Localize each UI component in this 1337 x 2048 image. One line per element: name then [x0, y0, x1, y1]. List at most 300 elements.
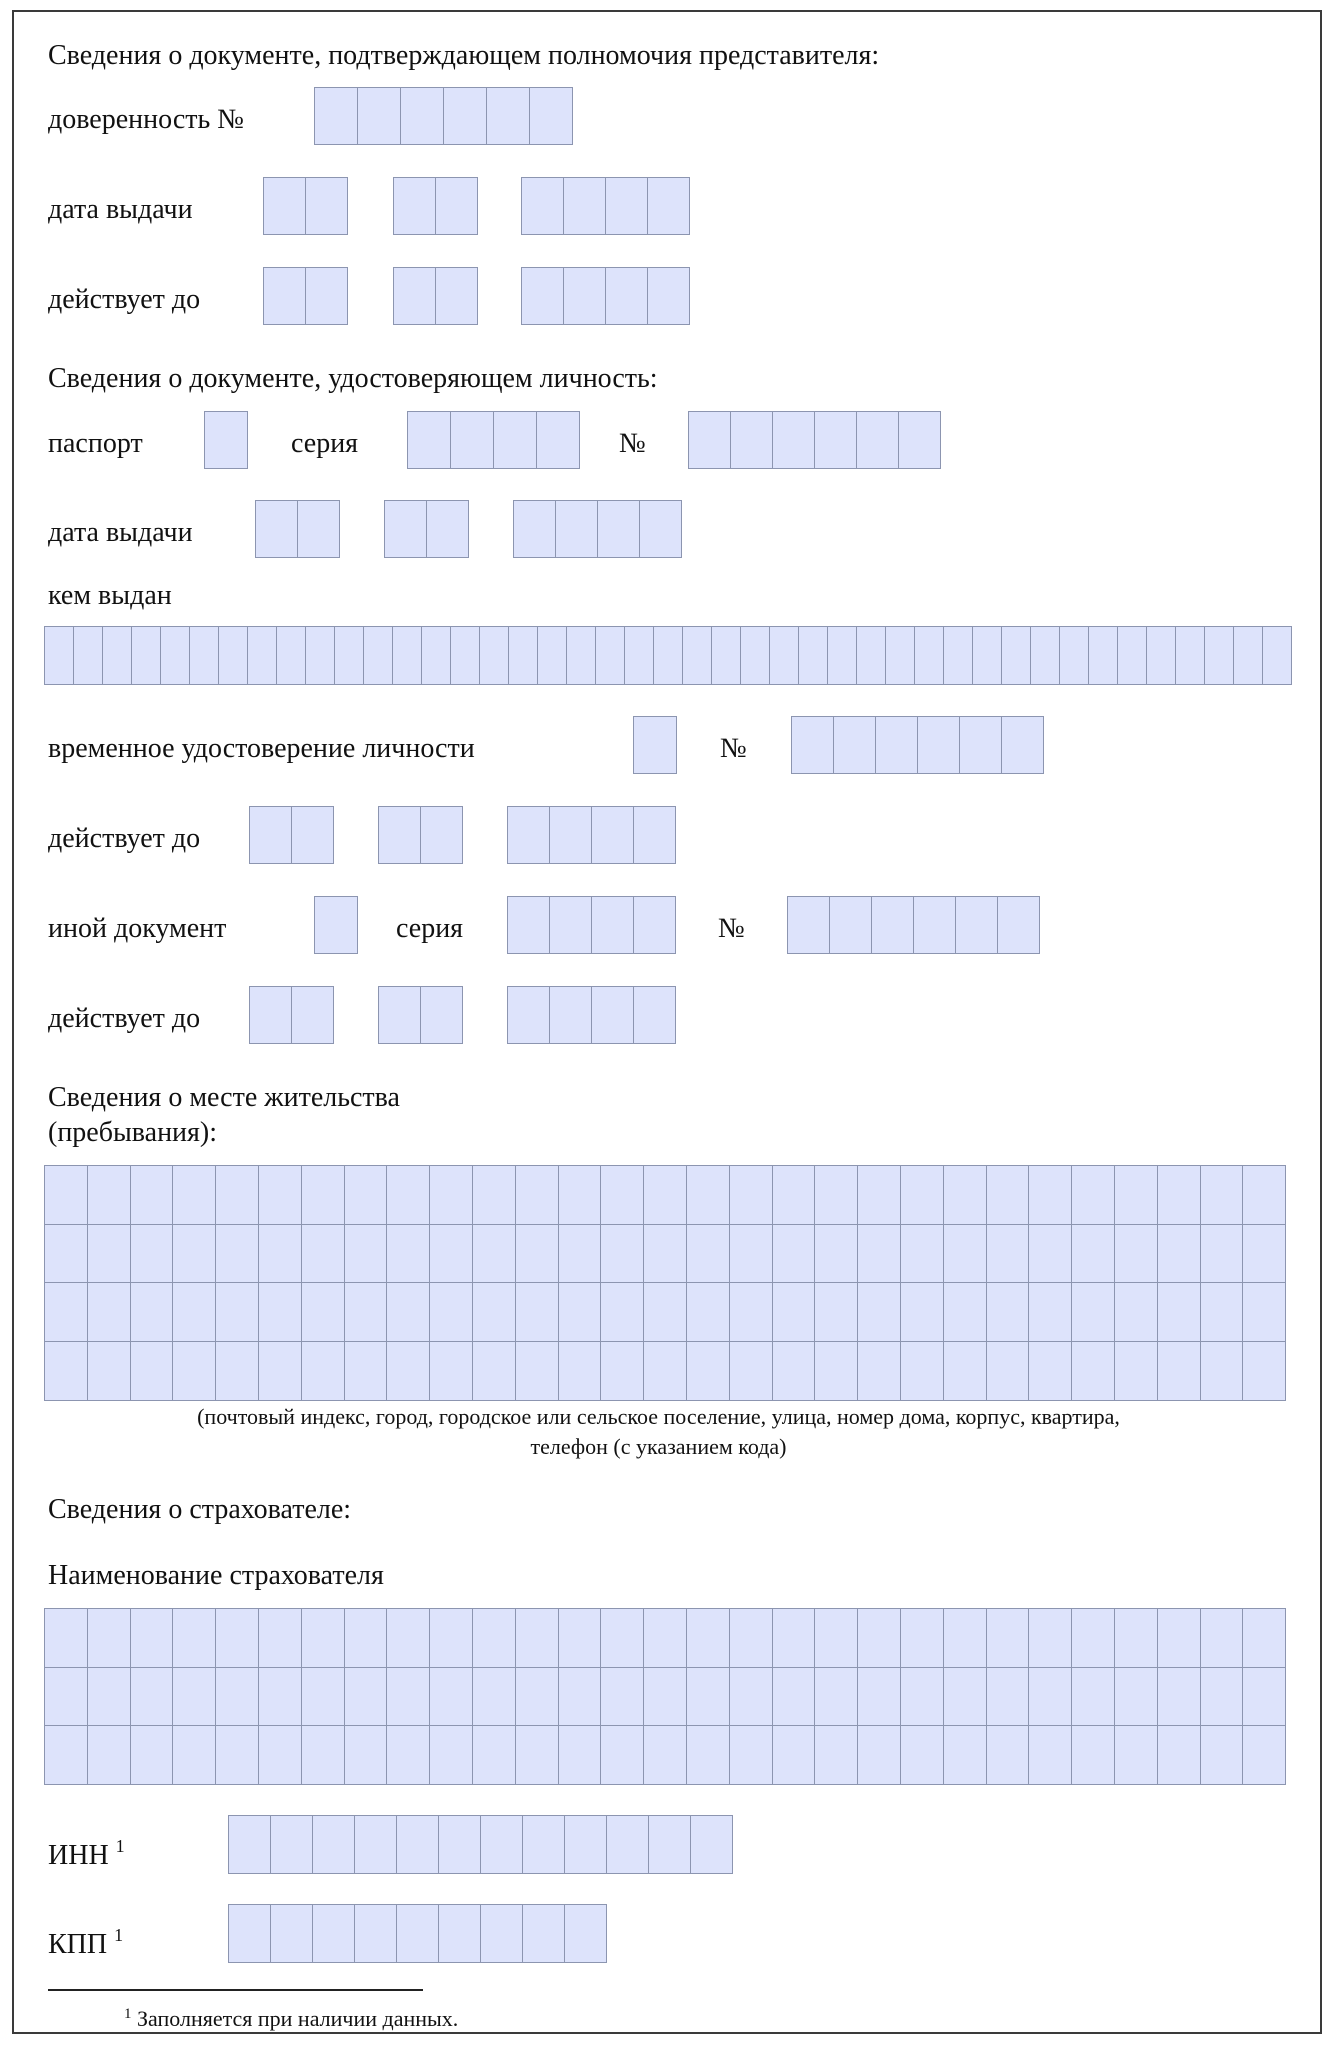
inn-cell[interactable]	[606, 1815, 649, 1874]
residence-address-cell[interactable]	[1242, 1341, 1286, 1401]
residence-address-cell[interactable]	[1242, 1165, 1286, 1225]
insurer-name-cell[interactable]	[900, 1608, 944, 1668]
insurer-name-cell[interactable]	[1114, 1608, 1158, 1668]
issued-by-cell[interactable]	[885, 626, 915, 685]
poa-issue-month-cell[interactable]	[393, 177, 436, 235]
residence-address-cell[interactable]	[814, 1341, 858, 1401]
temp-id-valid-month-cell[interactable]	[378, 806, 421, 864]
insurer-name-cell[interactable]	[1200, 1667, 1244, 1727]
residence-address-cell[interactable]	[172, 1341, 216, 1401]
kpp-cell[interactable]	[354, 1904, 397, 1963]
residence-address-cell[interactable]	[1200, 1224, 1244, 1284]
other-doc-valid-year-cell[interactable]	[633, 986, 676, 1044]
poa-issue-year-field[interactable]	[521, 177, 690, 235]
kpp-cell[interactable]	[396, 1904, 439, 1963]
poa-number-field[interactable]	[314, 87, 573, 145]
insurer-name-cell[interactable]	[44, 1725, 88, 1785]
residence-address-cell[interactable]	[986, 1282, 1030, 1342]
insurer-name-cell[interactable]	[87, 1667, 131, 1727]
insurer-name-cell[interactable]	[172, 1667, 216, 1727]
residence-address-cell[interactable]	[172, 1282, 216, 1342]
residence-address-cell[interactable]	[386, 1282, 430, 1342]
residence-address-cell[interactable]	[686, 1341, 730, 1401]
issued-by-cell[interactable]	[595, 626, 625, 685]
residence-address-cell[interactable]	[1114, 1282, 1158, 1342]
issued-by-cell[interactable]	[566, 626, 596, 685]
other-doc-number-cell[interactable]	[787, 896, 830, 954]
temp-id-number-cell[interactable]	[875, 716, 918, 774]
residence-address-cell[interactable]	[1071, 1282, 1115, 1342]
poa-issue-year-cell[interactable]	[563, 177, 606, 235]
insurer-name-cell[interactable]	[301, 1667, 345, 1727]
temp-id-number-cell[interactable]	[1001, 716, 1044, 774]
issued-by-cell[interactable]	[740, 626, 770, 685]
poa-valid-year-field[interactable]	[521, 267, 690, 325]
issued-by-cell[interactable]	[943, 626, 973, 685]
residence-address-cell[interactable]	[301, 1165, 345, 1225]
poa-issue-day-cell[interactable]	[305, 177, 348, 235]
other-doc-number-cell[interactable]	[913, 896, 956, 954]
residence-address-cell[interactable]	[600, 1341, 644, 1401]
residence-address-cell[interactable]	[729, 1224, 773, 1284]
residence-address-cell[interactable]	[772, 1224, 816, 1284]
residence-address-cell[interactable]	[215, 1341, 259, 1401]
residence-address-cell[interactable]	[814, 1165, 858, 1225]
kpp-field[interactable]	[228, 1904, 607, 1963]
residence-address-cell[interactable]	[258, 1282, 302, 1342]
insurer-name-field[interactable]	[44, 1608, 1285, 1784]
temp-id-valid-year-cell[interactable]	[633, 806, 676, 864]
insurer-name-cell[interactable]	[1157, 1608, 1201, 1668]
residence-address-cell[interactable]	[558, 1165, 602, 1225]
poa-valid-year-cell[interactable]	[563, 267, 606, 325]
residence-address-cell[interactable]	[857, 1341, 901, 1401]
poa-valid-month-cell[interactable]	[435, 267, 478, 325]
residence-address-cell[interactable]	[344, 1224, 388, 1284]
insurer-name-cell[interactable]	[44, 1667, 88, 1727]
insurer-name-cell[interactable]	[215, 1667, 259, 1727]
insurer-name-cell[interactable]	[1028, 1667, 1072, 1727]
residence-address-cell[interactable]	[643, 1224, 687, 1284]
insurer-name-cell[interactable]	[643, 1725, 687, 1785]
poa-issue-day-field[interactable]	[263, 177, 348, 235]
insurer-name-cell[interactable]	[1157, 1667, 1201, 1727]
passport-issue-month-field[interactable]	[384, 500, 469, 558]
temp-id-valid-day-cell[interactable]	[291, 806, 334, 864]
kpp-cell[interactable]	[270, 1904, 313, 1963]
inn-cell[interactable]	[228, 1815, 271, 1874]
issued-by-cell[interactable]	[682, 626, 712, 685]
insurer-name-cell[interactable]	[172, 1608, 216, 1668]
residence-address-cell[interactable]	[44, 1341, 88, 1401]
insurer-name-cell[interactable]	[643, 1608, 687, 1668]
issued-by-cell[interactable]	[1233, 626, 1263, 685]
other-doc-series-cell[interactable]	[591, 896, 634, 954]
poa-number-cell[interactable]	[357, 87, 401, 145]
residence-address-cell[interactable]	[215, 1224, 259, 1284]
insurer-name-cell[interactable]	[986, 1608, 1030, 1668]
residence-address-cell[interactable]	[900, 1224, 944, 1284]
insurer-name-cell[interactable]	[172, 1725, 216, 1785]
temp-id-valid-day-cell[interactable]	[249, 806, 292, 864]
inn-cell[interactable]	[522, 1815, 565, 1874]
passport-series-cell[interactable]	[493, 411, 537, 469]
residence-address-cell[interactable]	[814, 1282, 858, 1342]
poa-valid-month-field[interactable]	[393, 267, 478, 325]
issued-by-cell[interactable]	[305, 626, 335, 685]
residence-address-cell[interactable]	[1071, 1165, 1115, 1225]
temp-id-valid-year-cell[interactable]	[591, 806, 634, 864]
insurer-name-cell[interactable]	[558, 1667, 602, 1727]
other-doc-number-cell[interactable]	[829, 896, 872, 954]
residence-address-cell[interactable]	[429, 1282, 473, 1342]
insurer-name-cell[interactable]	[1157, 1725, 1201, 1785]
insurer-name-cell[interactable]	[814, 1608, 858, 1668]
insurer-name-cell[interactable]	[686, 1725, 730, 1785]
insurer-name-cell[interactable]	[1242, 1667, 1286, 1727]
kpp-cell[interactable]	[312, 1904, 355, 1963]
passport-issue-year-cell[interactable]	[597, 500, 640, 558]
issued-by-field[interactable]	[44, 626, 1292, 685]
residence-address-cell[interactable]	[558, 1224, 602, 1284]
passport-series-cell[interactable]	[407, 411, 451, 469]
insurer-name-cell[interactable]	[1200, 1725, 1244, 1785]
residence-address-cell[interactable]	[1157, 1282, 1201, 1342]
insurer-name-cell[interactable]	[344, 1608, 388, 1668]
insurer-name-cell[interactable]	[900, 1667, 944, 1727]
insurer-name-cell[interactable]	[600, 1667, 644, 1727]
residence-address-cell[interactable]	[814, 1224, 858, 1284]
issued-by-cell[interactable]	[363, 626, 393, 685]
residence-address-cell[interactable]	[429, 1224, 473, 1284]
passport-number-cell[interactable]	[730, 411, 773, 469]
insurer-name-cell[interactable]	[600, 1608, 644, 1668]
residence-address-cell[interactable]	[301, 1341, 345, 1401]
insurer-name-cell[interactable]	[1071, 1608, 1115, 1668]
residence-address-cell[interactable]	[215, 1165, 259, 1225]
insurer-name-cell[interactable]	[215, 1725, 259, 1785]
insurer-name-cell[interactable]	[986, 1725, 1030, 1785]
poa-valid-year-cell[interactable]	[647, 267, 690, 325]
residence-address-cell[interactable]	[515, 1224, 559, 1284]
insurer-name-cell[interactable]	[472, 1608, 516, 1668]
residence-address-cell[interactable]	[258, 1341, 302, 1401]
residence-address-cell[interactable]	[172, 1224, 216, 1284]
residence-address-cell[interactable]	[429, 1165, 473, 1225]
other-doc-series-cell[interactable]	[507, 896, 550, 954]
residence-address-cell[interactable]	[130, 1165, 174, 1225]
residence-address-cell[interactable]	[130, 1341, 174, 1401]
temp-id-valid-month-cell[interactable]	[420, 806, 463, 864]
residence-address-cell[interactable]	[729, 1165, 773, 1225]
issued-by-cell[interactable]	[73, 626, 103, 685]
residence-address-cell[interactable]	[1200, 1282, 1244, 1342]
passport-issue-day-field[interactable]	[255, 500, 340, 558]
residence-address-cell[interactable]	[130, 1224, 174, 1284]
issued-by-cell[interactable]	[160, 626, 190, 685]
insurer-name-cell[interactable]	[686, 1667, 730, 1727]
poa-valid-day-cell[interactable]	[305, 267, 348, 325]
issued-by-cell[interactable]	[1001, 626, 1031, 685]
inn-cell[interactable]	[270, 1815, 313, 1874]
passport-series-cell[interactable]	[536, 411, 580, 469]
residence-address-cell[interactable]	[472, 1282, 516, 1342]
other-doc-type-field[interactable]	[314, 896, 358, 954]
insurer-name-cell[interactable]	[857, 1725, 901, 1785]
passport-number-cell[interactable]	[814, 411, 857, 469]
residence-address-cell[interactable]	[1200, 1165, 1244, 1225]
issued-by-cell[interactable]	[247, 626, 277, 685]
issued-by-cell[interactable]	[914, 626, 944, 685]
insurer-name-cell[interactable]	[686, 1608, 730, 1668]
temp-id-valid-year-cell[interactable]	[507, 806, 550, 864]
poa-valid-month-cell[interactable]	[393, 267, 436, 325]
residence-address-cell[interactable]	[943, 1165, 987, 1225]
residence-address-cell[interactable]	[986, 1224, 1030, 1284]
insurer-name-cell[interactable]	[215, 1608, 259, 1668]
issued-by-cell[interactable]	[1146, 626, 1176, 685]
residence-address-cell[interactable]	[258, 1224, 302, 1284]
insurer-name-cell[interactable]	[130, 1608, 174, 1668]
insurer-name-cell[interactable]	[729, 1608, 773, 1668]
inn-cell[interactable]	[438, 1815, 481, 1874]
issued-by-cell[interactable]	[392, 626, 422, 685]
residence-address-cell[interactable]	[1200, 1341, 1244, 1401]
residence-address-cell[interactable]	[172, 1165, 216, 1225]
residence-address-cell[interactable]	[943, 1282, 987, 1342]
residence-address-cell[interactable]	[943, 1341, 987, 1401]
residence-address-cell[interactable]	[1071, 1341, 1115, 1401]
poa-valid-year-cell[interactable]	[521, 267, 564, 325]
passport-series-cell[interactable]	[450, 411, 494, 469]
issued-by-cell[interactable]	[131, 626, 161, 685]
inn-field[interactable]	[228, 1815, 733, 1874]
poa-valid-day-field[interactable]	[263, 267, 348, 325]
issued-by-cell[interactable]	[798, 626, 828, 685]
residence-address-cell[interactable]	[1157, 1341, 1201, 1401]
residence-address-cell[interactable]	[943, 1224, 987, 1284]
residence-address-cell[interactable]	[87, 1341, 131, 1401]
issued-by-cell[interactable]	[972, 626, 1002, 685]
inn-cell[interactable]	[564, 1815, 607, 1874]
residence-address-cell[interactable]	[386, 1165, 430, 1225]
insurer-name-cell[interactable]	[130, 1667, 174, 1727]
temp-id-number-field[interactable]	[791, 716, 1044, 774]
kpp-cell[interactable]	[522, 1904, 565, 1963]
insurer-name-cell[interactable]	[772, 1725, 816, 1785]
insurer-name-cell[interactable]	[515, 1667, 559, 1727]
insurer-name-cell[interactable]	[87, 1725, 131, 1785]
residence-address-field[interactable]	[44, 1165, 1285, 1400]
residence-address-cell[interactable]	[472, 1165, 516, 1225]
residence-address-cell[interactable]	[515, 1282, 559, 1342]
issued-by-cell[interactable]	[653, 626, 683, 685]
passport-type-cell[interactable]	[204, 411, 248, 469]
passport-issue-day-cell[interactable]	[255, 500, 298, 558]
residence-address-cell[interactable]	[686, 1165, 730, 1225]
kpp-cell[interactable]	[228, 1904, 271, 1963]
residence-address-cell[interactable]	[558, 1341, 602, 1401]
passport-number-cell[interactable]	[856, 411, 899, 469]
temp-id-valid-month-field[interactable]	[378, 806, 463, 864]
other-doc-valid-month-field[interactable]	[378, 986, 463, 1044]
residence-address-cell[interactable]	[1242, 1282, 1286, 1342]
poa-issue-month-cell[interactable]	[435, 177, 478, 235]
issued-by-cell[interactable]	[102, 626, 132, 685]
residence-address-cell[interactable]	[986, 1341, 1030, 1401]
residence-address-cell[interactable]	[344, 1341, 388, 1401]
residence-address-cell[interactable]	[301, 1224, 345, 1284]
temp-id-number-cell[interactable]	[833, 716, 876, 774]
issued-by-cell[interactable]	[537, 626, 567, 685]
insurer-name-cell[interactable]	[386, 1667, 430, 1727]
issued-by-cell[interactable]	[479, 626, 509, 685]
residence-address-cell[interactable]	[515, 1165, 559, 1225]
insurer-name-cell[interactable]	[258, 1725, 302, 1785]
other-doc-valid-month-cell[interactable]	[378, 986, 421, 1044]
temp-id-valid-year-field[interactable]	[507, 806, 676, 864]
poa-valid-year-cell[interactable]	[605, 267, 648, 325]
residence-address-cell[interactable]	[1242, 1224, 1286, 1284]
residence-address-cell[interactable]	[130, 1282, 174, 1342]
insurer-name-cell[interactable]	[729, 1667, 773, 1727]
other-doc-number-cell[interactable]	[871, 896, 914, 954]
passport-issue-month-cell[interactable]	[384, 500, 427, 558]
kpp-cell[interactable]	[438, 1904, 481, 1963]
residence-address-cell[interactable]	[900, 1165, 944, 1225]
insurer-name-cell[interactable]	[301, 1725, 345, 1785]
residence-address-cell[interactable]	[215, 1282, 259, 1342]
insurer-name-cell[interactable]	[558, 1608, 602, 1668]
insurer-name-cell[interactable]	[44, 1608, 88, 1668]
issued-by-cell[interactable]	[1262, 626, 1292, 685]
insurer-name-cell[interactable]	[1028, 1608, 1072, 1668]
other-doc-valid-year-cell[interactable]	[549, 986, 592, 1044]
issued-by-cell[interactable]	[218, 626, 248, 685]
passport-issue-year-field[interactable]	[513, 500, 682, 558]
residence-address-cell[interactable]	[857, 1165, 901, 1225]
residence-address-cell[interactable]	[87, 1282, 131, 1342]
other-doc-valid-month-cell[interactable]	[420, 986, 463, 1044]
insurer-name-cell[interactable]	[344, 1725, 388, 1785]
residence-address-cell[interactable]	[857, 1224, 901, 1284]
inn-cell[interactable]	[648, 1815, 691, 1874]
residence-address-cell[interactable]	[1114, 1224, 1158, 1284]
issued-by-cell[interactable]	[1088, 626, 1118, 685]
issued-by-cell[interactable]	[1175, 626, 1205, 685]
residence-address-cell[interactable]	[1114, 1341, 1158, 1401]
poa-valid-day-cell[interactable]	[263, 267, 306, 325]
residence-address-cell[interactable]	[1028, 1165, 1072, 1225]
insurer-name-cell[interactable]	[943, 1608, 987, 1668]
other-doc-number-field[interactable]	[787, 896, 1040, 954]
temp-id-type-field[interactable]	[633, 716, 677, 774]
insurer-name-cell[interactable]	[87, 1608, 131, 1668]
residence-address-cell[interactable]	[772, 1282, 816, 1342]
temp-id-number-cell[interactable]	[959, 716, 1002, 774]
temp-id-number-cell[interactable]	[917, 716, 960, 774]
other-doc-type-cell[interactable]	[314, 896, 358, 954]
residence-address-cell[interactable]	[686, 1224, 730, 1284]
residence-address-cell[interactable]	[515, 1341, 559, 1401]
issued-by-cell[interactable]	[1030, 626, 1060, 685]
insurer-name-cell[interactable]	[772, 1608, 816, 1668]
residence-address-cell[interactable]	[643, 1282, 687, 1342]
kpp-cell[interactable]	[564, 1904, 607, 1963]
insurer-name-cell[interactable]	[1114, 1667, 1158, 1727]
residence-address-cell[interactable]	[900, 1341, 944, 1401]
other-doc-series-field[interactable]	[507, 896, 676, 954]
residence-address-cell[interactable]	[686, 1282, 730, 1342]
poa-issue-year-cell[interactable]	[647, 177, 690, 235]
residence-address-cell[interactable]	[772, 1341, 816, 1401]
residence-address-cell[interactable]	[87, 1224, 131, 1284]
passport-series-field[interactable]	[407, 411, 580, 469]
insurer-name-cell[interactable]	[344, 1667, 388, 1727]
residence-address-cell[interactable]	[729, 1282, 773, 1342]
inn-cell[interactable]	[480, 1815, 523, 1874]
insurer-name-cell[interactable]	[1071, 1667, 1115, 1727]
residence-address-cell[interactable]	[344, 1282, 388, 1342]
insurer-name-cell[interactable]	[772, 1667, 816, 1727]
other-doc-number-cell[interactable]	[955, 896, 998, 954]
passport-issue-year-cell[interactable]	[513, 500, 556, 558]
residence-address-cell[interactable]	[900, 1282, 944, 1342]
temp-id-valid-year-cell[interactable]	[549, 806, 592, 864]
insurer-name-cell[interactable]	[943, 1667, 987, 1727]
insurer-name-cell[interactable]	[1242, 1608, 1286, 1668]
issued-by-cell[interactable]	[44, 626, 74, 685]
other-doc-valid-day-cell[interactable]	[291, 986, 334, 1044]
residence-address-cell[interactable]	[772, 1165, 816, 1225]
insurer-name-cell[interactable]	[943, 1725, 987, 1785]
residence-address-cell[interactable]	[600, 1282, 644, 1342]
residence-address-cell[interactable]	[1157, 1165, 1201, 1225]
poa-issue-year-cell[interactable]	[521, 177, 564, 235]
poa-number-cell[interactable]	[400, 87, 444, 145]
passport-type-field[interactable]	[204, 411, 248, 469]
issued-by-cell[interactable]	[276, 626, 306, 685]
inn-cell[interactable]	[690, 1815, 733, 1874]
residence-address-cell[interactable]	[258, 1165, 302, 1225]
insurer-name-cell[interactable]	[729, 1725, 773, 1785]
insurer-name-cell[interactable]	[429, 1725, 473, 1785]
inn-cell[interactable]	[312, 1815, 355, 1874]
residence-address-cell[interactable]	[600, 1224, 644, 1284]
poa-issue-month-field[interactable]	[393, 177, 478, 235]
passport-issue-day-cell[interactable]	[297, 500, 340, 558]
issued-by-cell[interactable]	[856, 626, 886, 685]
insurer-name-cell[interactable]	[857, 1667, 901, 1727]
issued-by-cell[interactable]	[189, 626, 219, 685]
residence-address-cell[interactable]	[729, 1341, 773, 1401]
insurer-name-cell[interactable]	[1200, 1608, 1244, 1668]
inn-cell[interactable]	[396, 1815, 439, 1874]
other-doc-number-cell[interactable]	[997, 896, 1040, 954]
residence-address-cell[interactable]	[429, 1341, 473, 1401]
temp-id-type-cell[interactable]	[633, 716, 677, 774]
passport-issue-month-cell[interactable]	[426, 500, 469, 558]
residence-address-cell[interactable]	[986, 1165, 1030, 1225]
other-doc-valid-year-field[interactable]	[507, 986, 676, 1044]
residence-address-cell[interactable]	[1028, 1341, 1072, 1401]
residence-address-cell[interactable]	[301, 1282, 345, 1342]
insurer-name-cell[interactable]	[1071, 1725, 1115, 1785]
insurer-name-cell[interactable]	[558, 1725, 602, 1785]
residence-address-cell[interactable]	[1028, 1282, 1072, 1342]
passport-number-cell[interactable]	[688, 411, 731, 469]
poa-issue-day-cell[interactable]	[263, 177, 306, 235]
